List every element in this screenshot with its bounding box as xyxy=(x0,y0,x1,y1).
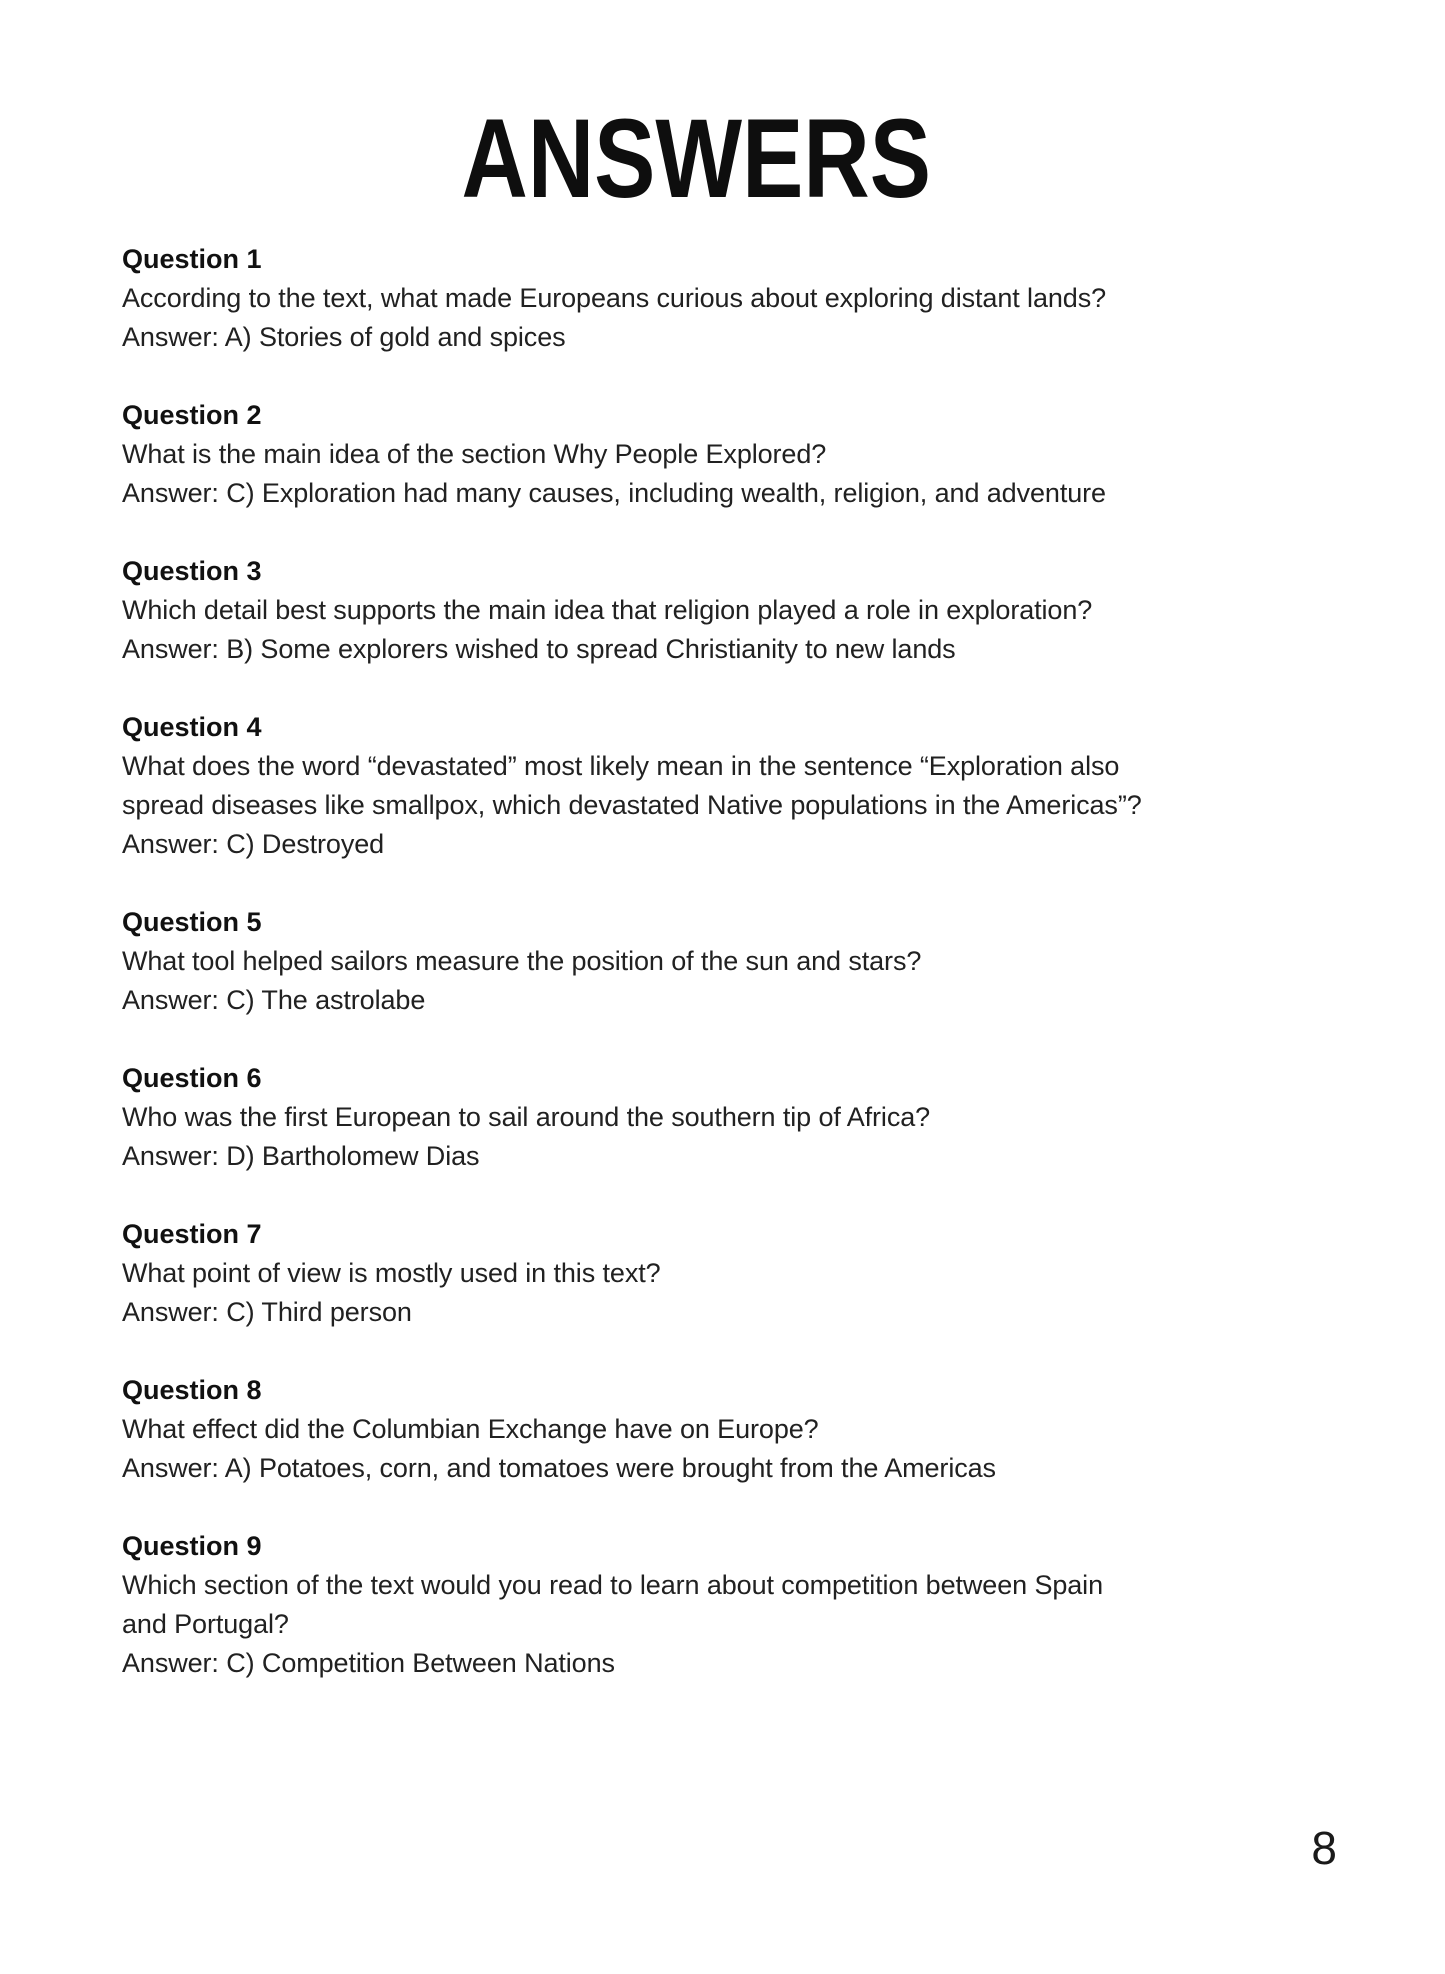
question-text xyxy=(122,1566,1270,1644)
question-text xyxy=(122,1410,1270,1449)
question-heading: Question 5 xyxy=(122,907,262,937)
question-heading: Question 9 xyxy=(122,1531,262,1561)
question-heading: Question 6 xyxy=(122,1063,262,1093)
question-text xyxy=(122,942,1270,981)
answer-key-page xyxy=(0,96,1445,1974)
question-block-7 xyxy=(122,1215,1270,1332)
question-text-line: Which section of the text would you read to learn about competition between Spain xyxy=(122,1570,1103,1600)
question-text-line: What tool helped sailors measure the position of the sun and stars? xyxy=(122,946,922,976)
question-heading: Question 7 xyxy=(122,1219,262,1249)
question-block-6 xyxy=(122,1059,1270,1176)
question-text-line: Which detail best supports the main idea that religion played a role in exploration? xyxy=(122,595,1093,625)
question-block-3 xyxy=(122,552,1270,669)
question-block-4 xyxy=(122,708,1270,864)
question-heading: Question 8 xyxy=(122,1375,262,1405)
question-heading: Question 3 xyxy=(122,556,262,586)
answer-text: Answer: A) Potatoes, corn, and tomatoes were brought from the Americas xyxy=(122,1453,996,1483)
answer-text: Answer: A) Stories of gold and spices xyxy=(122,322,566,352)
question-block-5 xyxy=(122,903,1270,1020)
page-title-text: ANSWERS xyxy=(461,96,931,221)
page-number: 8 xyxy=(1311,1822,1337,1874)
question-text-line: What is the main idea of the section Why People Explored? xyxy=(122,439,827,469)
question-text-line: What effect did the Columbian Exchange have on Europe? xyxy=(122,1414,819,1444)
question-heading: Question 4 xyxy=(122,712,262,742)
answer-text: Answer: C) Competition Between Nations xyxy=(122,1648,615,1678)
question-text-line: spread diseases like smallpox, which devastated Native populations in the Americas”? xyxy=(122,790,1142,820)
answer-text: Answer: B) Some explorers wished to spread Christianity to new lands xyxy=(122,634,956,664)
question-text xyxy=(122,1098,1270,1137)
question-text-line: According to the text, what made Europeans curious about exploring distant lands? xyxy=(122,283,1107,313)
question-text xyxy=(122,591,1270,630)
question-heading: Question 2 xyxy=(122,400,262,430)
question-text-line: What point of view is mostly used in this text? xyxy=(122,1258,661,1288)
page-title xyxy=(122,96,1270,221)
question-block-1 xyxy=(122,240,1270,357)
answer-text: Answer: C) The astrolabe xyxy=(122,985,426,1015)
questions-list xyxy=(122,240,1270,1683)
question-text xyxy=(122,747,1270,825)
question-text xyxy=(122,1254,1270,1293)
question-block-9 xyxy=(122,1527,1270,1683)
question-block-2 xyxy=(122,396,1270,513)
answer-text: Answer: C) Third person xyxy=(122,1297,412,1327)
question-block-8 xyxy=(122,1371,1270,1488)
answer-text: Answer: D) Bartholomew Dias xyxy=(122,1141,480,1171)
question-text xyxy=(122,279,1270,318)
question-text-line: and Portugal? xyxy=(122,1609,289,1639)
question-text-line: What does the word “devastated” most likely mean in the sentence “Exploration also xyxy=(122,751,1120,781)
question-text xyxy=(122,435,1270,474)
question-text-line: Who was the first European to sail around the southern tip of Africa? xyxy=(122,1102,931,1132)
answer-text: Answer: C) Exploration had many causes, including wealth, religion, and adventure xyxy=(122,478,1106,508)
question-heading: Question 1 xyxy=(122,244,262,274)
answer-text: Answer: C) Destroyed xyxy=(122,829,385,859)
